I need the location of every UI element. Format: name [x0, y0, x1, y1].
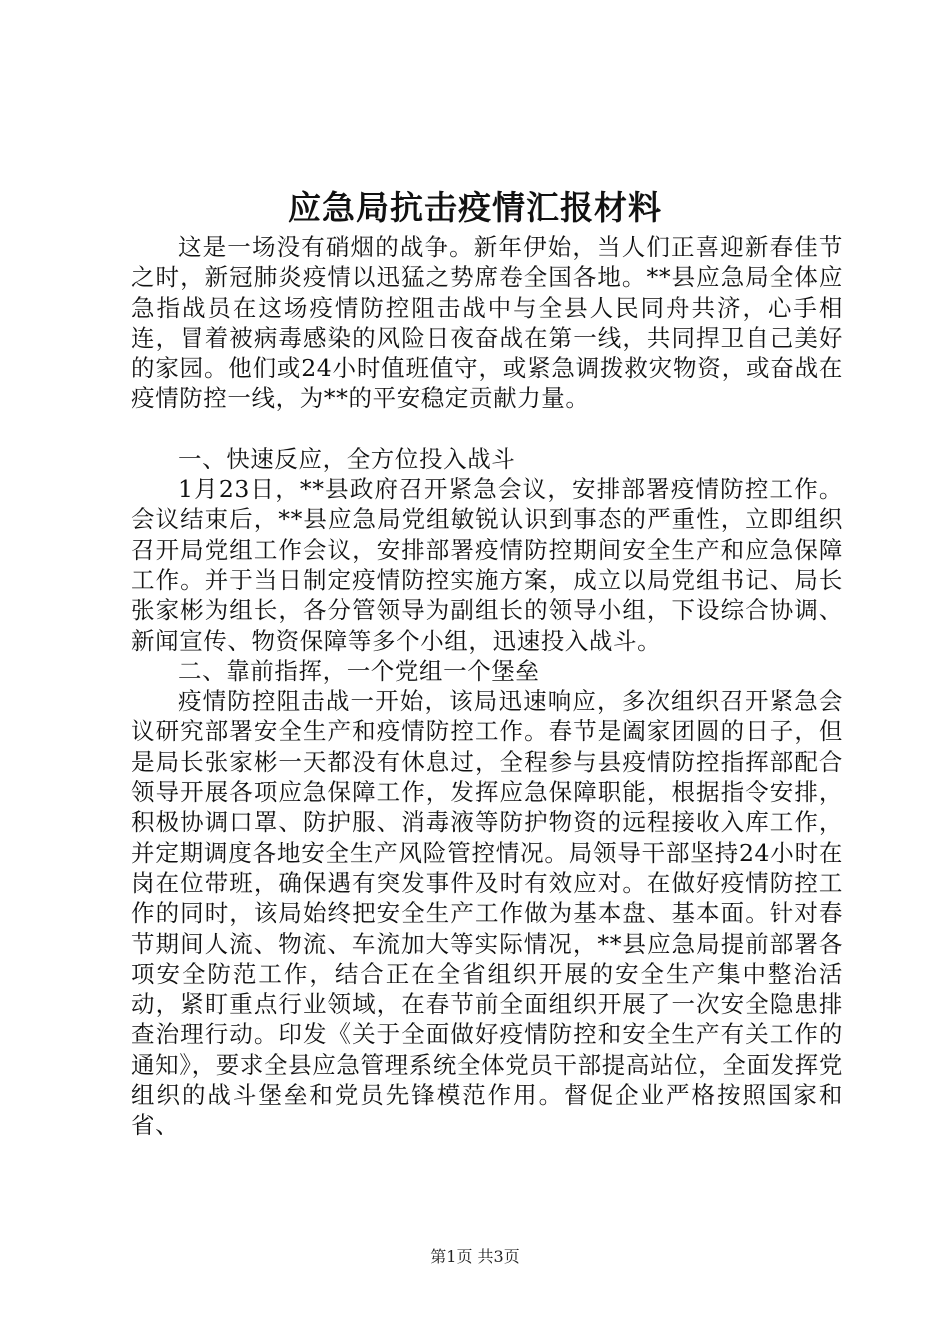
section-heading-1: 一、快速反应，全方位投入战斗: [178, 444, 516, 473]
document-body: [131, 232, 843, 1141]
page-footer: 第1页 共3页: [430, 1247, 520, 1266]
document-title: 应急局抗击疫情汇报材料: [288, 188, 662, 227]
section-heading-2: 二、靠前指挥，一个党组一个堡垒: [178, 656, 540, 685]
section-2-paragraph: 疫情防控阻击战一开始，该局迅速响应，多次组织召开紧急会议研究部署安全生产和疫情防控工作。春节是阖家团圆的日子，但是局长张家彬一天都没有休息过，全程参与县疫情防控指挥部配合领导开展各项应急保障工作，发挥应急保障职能，根据指令安排，积极协调口罩、防护服、消毒液等防护物资的远程接收入库工作，并定期调度各地安全生产风险管控情况。局领导干部坚持24小时在岗在位带班，确保遇有突发事件及时有效应对。在做好疫情防控工作的同时，该局始终把安全生产工作做为基本盘、基本面。针对春节期间人流、物流、车流加大等实际情况，**县应急局提前部署各项安全防范工作，结合正在全省组织开展的安全生产集中整治活动，紧盯重点行业领域，在春节前全面组织开展了一次安全隐患排查治理行动。印发《关于全面做好疫情防控和安全生产有关工作的通知》，要求全县应急管理系统全体党员干部提高站位，全面发挥党组织的战斗堡垒和党员先锋模范作用。督促企业严格按照国家和省、: [131, 687, 843, 1140]
intro-paragraph: 这是一场没有硝烟的战争。新年伊始，当人们正喜迎新春佳节之时，新冠肺炎疫情以迅猛之势席卷全国各地。**县应急局全体应急指战员在这场疫情防控阻击战中与全县人民同舟共济，心手相连，冒着被病毒感染的风险日夜奋战在第一线，共同捍卫自己美好的家园。他们或24小时值班值守，或紧急调拨救灾物资，或奋战在疫情防控一线，为**的平安稳定贡献力量。: [131, 233, 843, 413]
section-1-paragraph: 1月23日，**县政府召开紧急会议，安排部署疫情防控工作。会议结束后，**县应急局党组敏锐认识到事态的严重性，立即组织召开局党组工作会议，安排部署疫情防控期间安全生产和应急保障工作。并于当日制定疫情防控实施方案，成立以局党组书记、局长张家彬为组长，各分管领导为副组长的领导小组，下设综合协调、新闻宣传、物资保障等多个小组，迅速投入战斗。: [131, 475, 843, 655]
